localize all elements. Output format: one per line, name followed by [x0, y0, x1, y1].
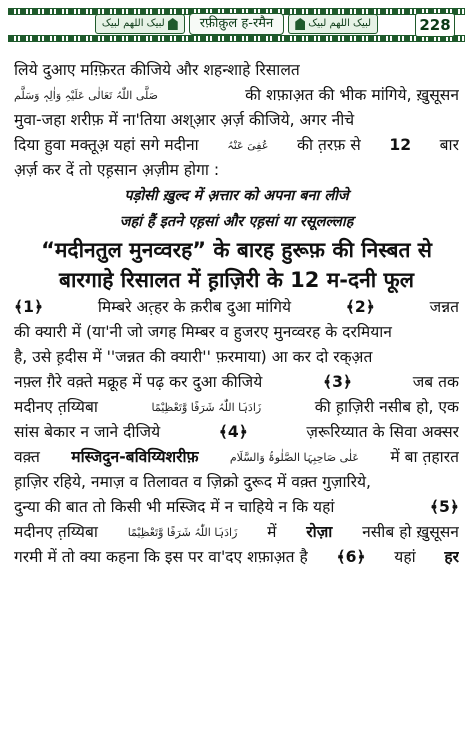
text-segment: है, उसे ह़दीस में ''जन्नत की क्यारी'' फ़रमाया) आ कर दो रक्अ़त — [14, 348, 373, 366]
text-line — [14, 133, 459, 158]
point-marker: ﴾5﴿ — [429, 498, 459, 516]
point-marker: ﴾3﴿ — [322, 373, 353, 391]
text-line — [14, 395, 459, 420]
text-line — [14, 420, 459, 445]
text-segment: मिम्बरे अत़्हर के क़रीब दुआ मांगिये — [97, 298, 292, 316]
fasting-term: रोज़ा — [306, 523, 333, 541]
text-line — [14, 108, 459, 133]
text-segment: ज़रूरिय्यात के सिवा अक्सर — [306, 423, 459, 441]
text-line — [14, 83, 459, 108]
text-segment: की क्यारी में (या'नी जो जगह मिम्बर व हुजरए मुनव्वरह के दरमियान — [14, 323, 392, 341]
text-line — [14, 345, 459, 370]
kaaba-icon — [168, 18, 178, 30]
text-segment: की ह़ाज़िरी नसीब हो, एक — [314, 398, 459, 416]
text-line — [14, 495, 459, 520]
text-segment: दिया हुवा मक्तूअ़ यहां सगे मदीना — [14, 136, 199, 154]
kaaba-icon — [295, 18, 305, 30]
text-segment: हर — [444, 548, 459, 566]
point-marker: ﴾1﴿ — [14, 298, 44, 316]
arabic-salutation: عُفِیَ عَنْہُ — [227, 139, 269, 152]
text-segment: दुन्या की बात तो किसी भी मस्जिद में न चाहिये न कि यहां — [14, 498, 335, 516]
header-border-bottom — [8, 35, 465, 42]
mosque-name: मस्जिदुन-बविय्यिशरीफ़ — [71, 448, 199, 466]
text-segment: ह़ाज़िर रहिये, नमाज़ व तिलावत व ज़िक्रो दुरूद में वक़्त गुज़ारिये, — [14, 473, 371, 491]
text-segment: की त़रफ़ से — [297, 136, 361, 154]
text-segment: मदीनए त़य्यिबा — [14, 523, 98, 541]
page-header — [8, 8, 465, 42]
text-line — [14, 520, 459, 545]
arabic-salutation: زَادَہَا اللّٰہُ شَرَفًا وَّتَعْظِیْمًا — [127, 526, 238, 539]
text-segment: अ़र्ज़ कर दें तो एह़सान अ़ज़ीम होगा : — [14, 161, 220, 179]
point-marker: ﴾2﴿ — [345, 298, 375, 316]
text-line — [14, 470, 459, 495]
arabic-salutation: صَلَّی اللّٰہُ تَعَالٰی عَلَیْہِ وَاٰلِہٖ وَسَلَّم — [14, 89, 158, 102]
text-segment: लिये दुआए मग़्फ़िरत कीजिये और शहन्शाहे रिसालत — [14, 61, 300, 79]
text-segment: नसीब हो ख़ुसूसन — [362, 523, 459, 541]
text-segment: गरमी में तो क्या कहना कि इस पर वा'दए शफ़ाअ़त है — [14, 548, 308, 566]
text-line — [14, 58, 459, 83]
text-line — [14, 545, 459, 570]
header-badge-right — [288, 14, 378, 34]
text-line — [14, 370, 459, 395]
text-segment: जब तक — [412, 373, 459, 391]
text-segment: वक़्त — [14, 448, 40, 466]
number: 12 — [389, 136, 412, 154]
text-line — [14, 320, 459, 345]
page-body — [14, 58, 459, 570]
page-title: रफ़ीक़ुल ह-रमैन — [189, 13, 285, 35]
arabic-salutation: زَادَہَا اللّٰہُ شَرَفًا وَّتَعْظِیْمًا — [151, 401, 262, 414]
text-segment: यहां — [394, 548, 416, 566]
section-heading: “मदीनतुल मुनव्वरह” के बारह हुरूफ़ की निस्बत से — [41, 238, 432, 262]
text-line — [14, 445, 459, 470]
text-line — [14, 158, 459, 183]
text-segment: सांस बेकार न जाने दीजिये — [14, 423, 161, 441]
point-marker: ﴾4﴿ — [218, 423, 248, 441]
text-segment: मुवा-जहा शरीफ़ में ना'तिया अश्आ़र अ़र्ज़ कीजिये, अगर नीचे — [14, 111, 355, 129]
text-segment: में बा त़हारत — [390, 448, 459, 466]
text-segment: मदीनए त़य्यिबा — [14, 398, 98, 416]
header-badge-left — [95, 14, 185, 34]
header-badge-left-label: لبیک اللھم لبیک — [101, 18, 165, 29]
text-segment: जन्नत — [429, 298, 459, 316]
text-segment: में — [267, 523, 277, 541]
header-badge-right-label: لبیک اللھم لبیک — [308, 18, 372, 29]
text-segment: की शफ़ाअ़त की भीक मांगिये, ख़ुसूसन — [245, 86, 459, 104]
couplet-line: पड़ोसी ख़ुल्द में अ़त्तार को अपना बना लीजे — [124, 188, 349, 204]
text-segment: नफ़्ल ग़ैरे वक़्ते मक्रूह में पढ़ कर दुआ कीजिये — [14, 373, 263, 391]
text-line — [14, 295, 459, 320]
text-segment: बार — [439, 136, 459, 154]
couplet-line: जहां हैं इतने एह़सां और एह़सां या रसूलल्लाह — [119, 214, 354, 230]
page-number: 228 — [415, 13, 455, 37]
arabic-salutation: عَلٰی صَاحِبِہَا الصَّلٰوۃُ وَالسَّلَام — [229, 451, 359, 464]
point-marker: ﴾6﴿ — [336, 548, 366, 566]
section-heading: बारगाहे रिसालत में ह़ाज़िरी के 12 म-दनी फूल — [59, 268, 414, 292]
header-row — [8, 15, 465, 33]
